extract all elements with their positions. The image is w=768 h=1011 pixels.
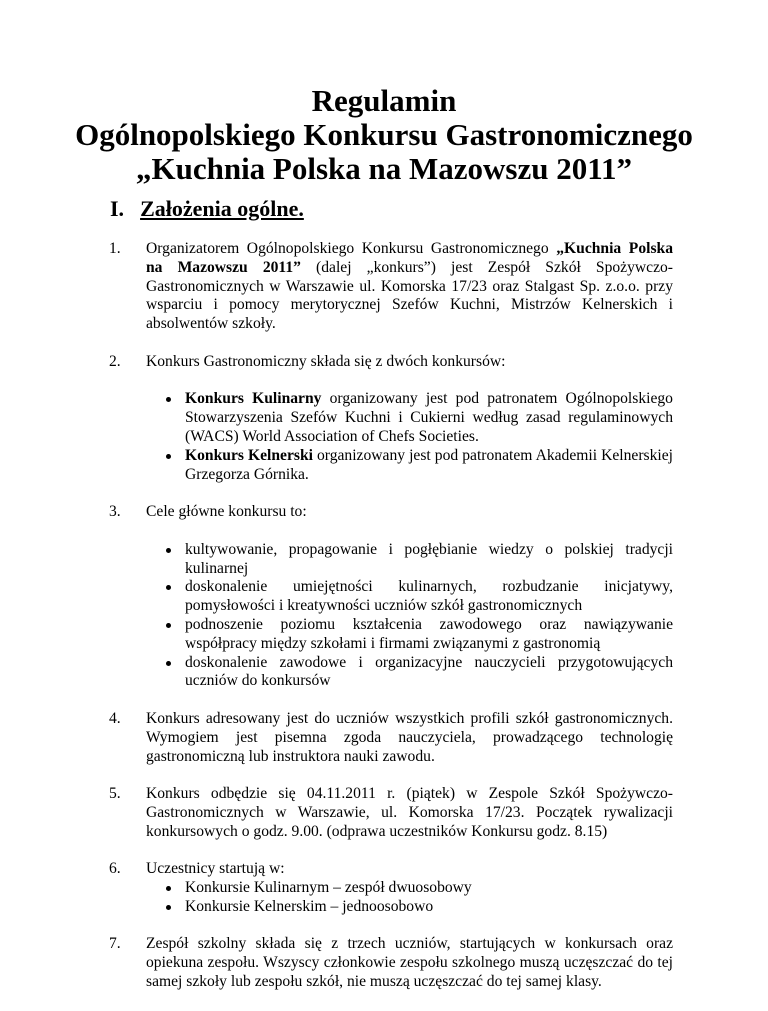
rule-item-1 [109, 240, 673, 334]
section-title: Założenia ogólne. [140, 196, 304, 221]
contest-name: Konkurs Kelnerski [185, 446, 313, 464]
rule-number: 5. [109, 785, 121, 803]
bullet-icon [166, 623, 171, 628]
list-item-text: doskonalenie zawodowe i organizacyjne nauczycieli przygotowujących uczniów do konkursów [185, 653, 673, 690]
document-title [0, 84, 768, 186]
bullet-list [146, 390, 673, 484]
bullet-icon [166, 397, 171, 402]
rule-item-5 [109, 785, 673, 841]
list-item [146, 898, 673, 917]
contest-name: Konkurs Kulinarny [185, 390, 322, 408]
list-item-text: Konkursie Kulinarnym – zespół dwuosobowy [185, 879, 472, 897]
rule-text: (dalej „konkurs”) jest Zespół Szkół Spożywczo-Gastronomicznych w Warszawie ul. Komorska 17/23 oraz Stalgast Sp. z.o.o. przy wsparciu i pomocy merytorycznej Szefów Kuchni, Mistrzów Kelnerskich i absolwentów szkoły. [146, 258, 673, 333]
title-line-2: Ogólnopolskiego Konkursu Gastronomicznego [75, 117, 693, 152]
list-item-text: doskonalenie umiejętności kulinarnych, rozbudzanie inicjatywy, pomysłowości i kreatywności uczniów szkół gastronomicznych [185, 578, 673, 615]
rule-number: 1. [109, 240, 121, 257]
list-item-text: podnoszenie poziomu kształcenia zawodowego oraz nawiązywanie współpracy między szkołami i firmami związanymi z gastronomią [185, 615, 673, 652]
rule-text: Organizatorem Ogólnopolskiego Konkursu Gastronomicznego [146, 240, 557, 257]
list-item [146, 390, 673, 446]
rule-text: Cele główne konkursu to: [146, 503, 307, 521]
list-item-text: organizowany jest pod patronatem Ogólnopolskiego Stowarzyszenia Szefów Kuchni i Cukierni według zasad regulaminowych (WACS) World Association of Chefs Societies. [185, 390, 673, 445]
list-item [146, 578, 673, 616]
rules-list [109, 240, 673, 992]
rule-text: Konkurs adresowany jest do uczniów wszystkich profili szkół gastronomicznych. Wymogiem jest pisemna zgoda nauczyciela, prowadzącego technologię gastronomiczną lub instruktora nauki zawodu. [146, 709, 673, 765]
list-item-text: organizowany jest pod patronatem Akademii Kelnerskiej Grzegorza Górnika. [185, 446, 673, 483]
rule-number: 7. [109, 935, 121, 953]
list-item [146, 616, 673, 654]
list-item-text: Konkursie Kelnerskim – jednoosobowo [185, 897, 434, 915]
bullet-list [146, 879, 673, 917]
rule-number: 2. [109, 352, 121, 370]
rules-content [109, 240, 673, 1011]
rule-text: Konkurs odbędzie się 04.11.2011 r. (piątek) w Zespole Szkół Spożywczo-Gastronomicznych w Warszawie, ul. Komorska 17/23. Początek rywalizacji konkursowych o godz. 9.00. (odprawa uczestników Konkursu godz. 8.15) [146, 785, 673, 840]
section-number: I. [110, 196, 125, 221]
title-line-1: Regulamin [311, 83, 457, 118]
list-item [146, 879, 673, 898]
bullet-icon [166, 454, 171, 459]
rule-number: 6. [109, 860, 121, 878]
contest-name: „Kuchnia Polska na Mazowszu 2011” [146, 240, 673, 276]
list-item-text: kultywowanie, propagowanie i pogłębianie wiedzy o polskiej tradycji kulinarnej [185, 540, 673, 577]
bullet-icon [166, 585, 171, 590]
rule-item-2 [109, 353, 673, 485]
rule-number: 3. [109, 503, 121, 521]
rule-item-3 [109, 503, 673, 691]
list-item [146, 541, 673, 579]
rule-text: Konkurs Gastronomiczny składa się z dwóch konkursów: [146, 352, 506, 370]
rule-item-7 [109, 935, 673, 991]
section-heading [110, 196, 304, 222]
rule-text: Uczestnicy startują w: [146, 860, 285, 878]
bullet-icon [166, 661, 171, 666]
bullet-icon [166, 905, 171, 910]
list-item [146, 447, 673, 485]
bullet-icon [166, 886, 171, 891]
bullet-icon [166, 548, 171, 553]
bullet-list [146, 541, 673, 691]
rule-item-6 [109, 860, 673, 916]
rule-item-4 [109, 710, 673, 766]
rule-number: 4. [109, 709, 121, 727]
rule-text: Zespół szkolny składa się z trzech uczniów, startujących w konkursach oraz opiekuna zespołu. Wszyscy członkowie zespołu szkolnego muszą uczęszczać do tej samej szkoły lub zespołu szkół, nie muszą uczęszczać do tej samej klasy. [146, 935, 673, 991]
list-item [146, 654, 673, 692]
title-line-3: „Kuchnia Polska na Mazowszu 2011” [135, 151, 633, 186]
